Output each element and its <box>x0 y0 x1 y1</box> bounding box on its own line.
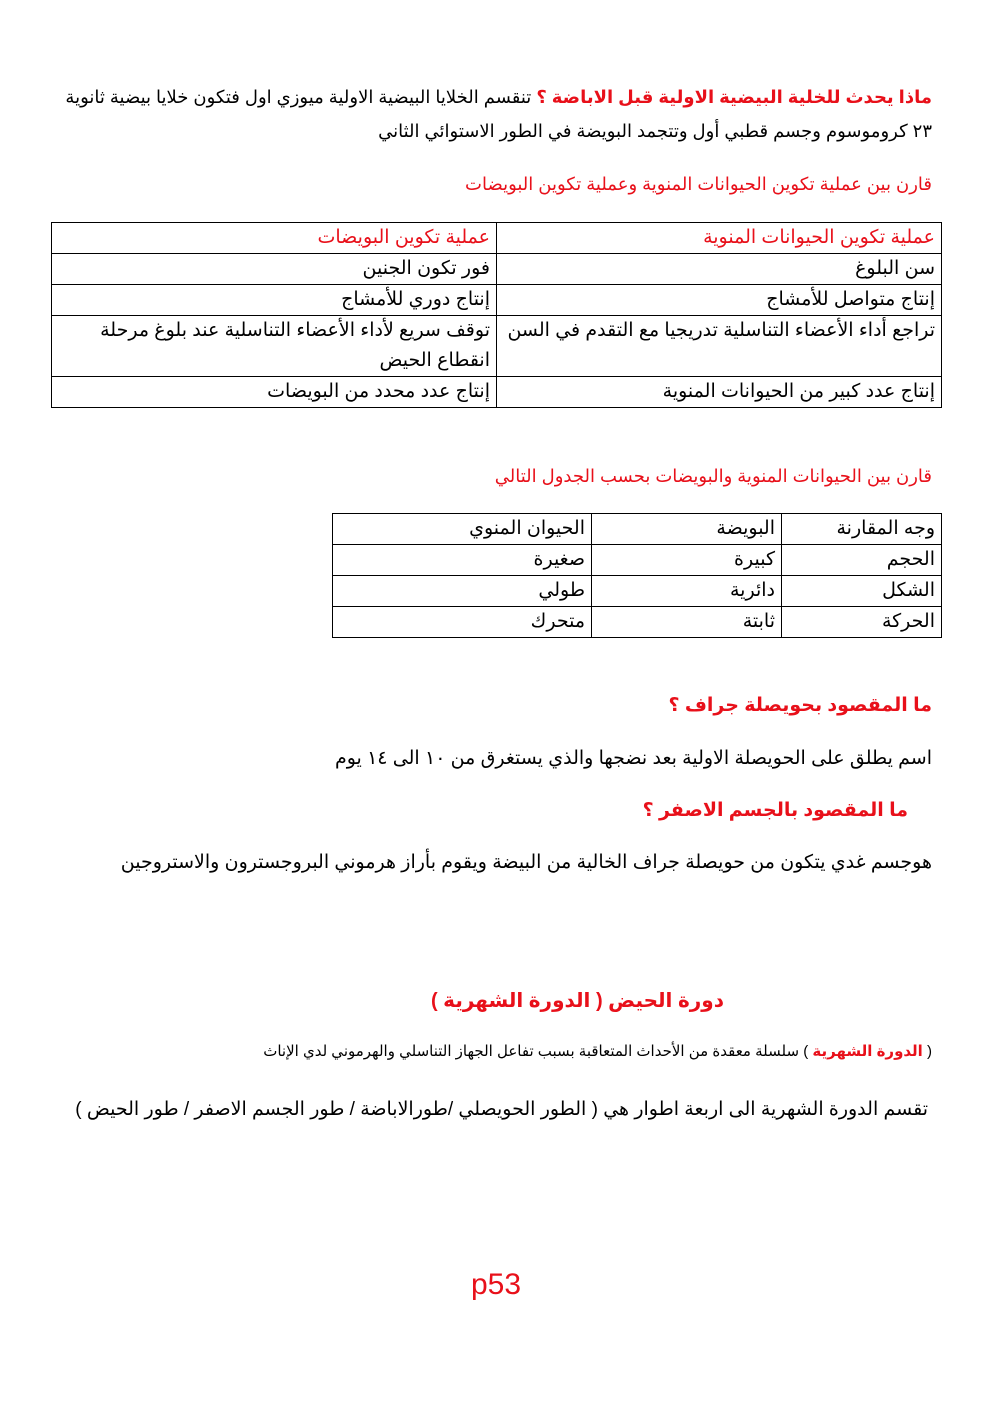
table-cell: ثابتة <box>592 607 782 638</box>
table-header-row <box>52 223 942 254</box>
sperm-egg-comparison-table <box>332 513 942 638</box>
table-cell: إنتاج عدد محدد من البويضات <box>52 377 497 408</box>
table-cell: كبيرة <box>592 545 782 576</box>
table-cell: طولي <box>333 576 592 607</box>
compare2-title: قارن بين الحيوانات المنوية والبويضات بحسب الجدول التالي <box>494 466 932 486</box>
table-header-cell: عملية تكوين البويضات <box>52 223 497 254</box>
table-row <box>52 377 942 408</box>
table-cell: دائرية <box>592 576 782 607</box>
close-paren: ) <box>803 1043 809 1060</box>
menstrual-cycle-heading: دورة الحيض ( الدورة الشهرية ) <box>430 990 724 1012</box>
table-cell: صغيرة <box>333 545 592 576</box>
menstrual-cycle-phases: تقسم الدورة الشهرية الى اربعة اطوار هي ( الطور الحويصلي /طورالاباضة / طور الجسم الاصفر / طور الحيض ) <box>75 1099 928 1120</box>
table-row <box>52 316 942 377</box>
gametogenesis-comparison-table <box>51 222 942 408</box>
table-header-cell: وجه المقارنة <box>782 514 942 545</box>
table-header-cell: البويضة <box>592 514 782 545</box>
table-cell: فور تكون الجنين <box>52 254 497 285</box>
definition-text: سلسلة معقدة من الأحداث المتعاقبة بسبب تفاعل الجهاز التناسلي والهرموني لدي الإناث <box>263 1043 800 1060</box>
table-cell: سن البلوغ <box>497 254 942 285</box>
table-cell: تراجع أداء الأعضاء التناسلية تدريجيا مع التقدم في السن <box>497 316 942 377</box>
table-row <box>333 576 942 607</box>
table-row <box>333 607 942 638</box>
ovulation-paragraph <box>60 80 932 148</box>
ovulation-question: ماذا يحدث للخلية البيضية الاولية قبل الاباضة ؟ <box>536 87 932 107</box>
ovulation-answer: تنقسم الخلايا البيضية الاولية ميوزي اول فتكون خلايا بيضية ثانوية ٢٣ كروموسوم وجسم قطبي أول وتتجمد البويضة في الطور الاستوائي الثاني <box>65 87 932 141</box>
table-header-cell: الحيوان المنوي <box>333 514 592 545</box>
graafian-follicle-answer: اسم يطلق على الحويصلة الاولية بعد نضجها والذي يستغرق من ١٠ الى ١٤ يوم <box>334 748 932 769</box>
corpus-luteum-answer: هوجسم غدي يتكون من حويصلة جراف الخالية من البيضة ويقوم بأراز هرموني البروجسترون والاستروجين <box>120 852 932 873</box>
table-cell: توقف سريع لأداء الأعضاء التناسلية عند بلوغ مرحلة انقطاع الحيض <box>52 316 497 377</box>
compare1-title: قارن بين عملية تكوين الحيوانات المنوية وعملية تكوين البويضات <box>465 174 932 194</box>
table-cell: الحجم <box>782 545 942 576</box>
table-cell: إنتاج دوري للأمشاج <box>52 285 497 316</box>
table-row <box>52 285 942 316</box>
corpus-luteum-question: ما المقصود بالجسم الاصفر ؟ <box>642 800 908 821</box>
table-header-row <box>333 514 942 545</box>
table-header-cell: عملية تكوين الحيوانات المنوية <box>497 223 942 254</box>
table-row <box>52 254 942 285</box>
definition-term: الدورة الشهرية <box>812 1043 923 1060</box>
open-paren: ( <box>927 1043 932 1060</box>
table-cell: الشكل <box>782 576 942 607</box>
page-number: p53 <box>470 1268 522 1301</box>
table-cell: متحرك <box>333 607 592 638</box>
menstrual-cycle-definition <box>60 1039 932 1065</box>
table-cell: الحركة <box>782 607 942 638</box>
table-row <box>333 545 942 576</box>
graafian-follicle-question: ما المقصود بحويصلة جراف ؟ <box>668 695 932 716</box>
table-cell: إنتاج متواصل للأمشاج <box>497 285 942 316</box>
table-cell: إنتاج عدد كبير من الحيوانات المنوية <box>497 377 942 408</box>
